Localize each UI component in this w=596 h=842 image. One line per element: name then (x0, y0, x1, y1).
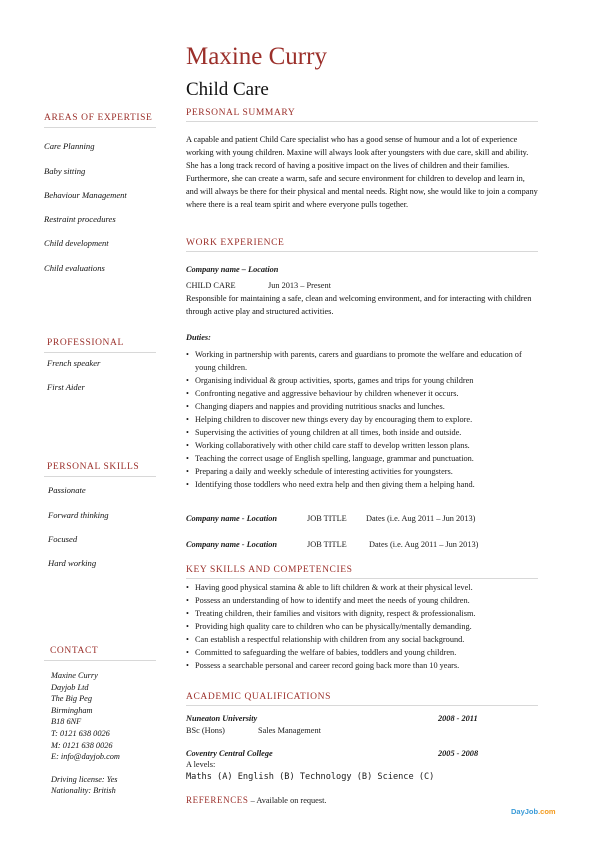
key-skill-item: • Having good physical stamina & able to lift children & work at their physical level. (186, 581, 546, 594)
job1-role: CHILD CARE (186, 281, 236, 290)
duty-item: • Changing diapers and nappies and providing nutritious snacks and lunches. (186, 400, 546, 413)
job1-description: Responsible for maintaining a safe, clean and welcoming environment, and for interacting with children through active play and structured activities. (186, 294, 532, 317)
job-title: Child Care (186, 79, 269, 100)
job2-dates: Dates (i.e. Aug 2011 – Jun 2013) (366, 514, 476, 523)
references-heading: REFERENCES (186, 795, 249, 805)
edu1-degree: BSc (Hons) (186, 726, 225, 735)
summary-rule (186, 121, 538, 122)
duty-item: • Identifying those toddlers who need extra help and then giving them a helping hand. (186, 478, 546, 491)
logo-text: DayJob (511, 807, 539, 816)
contact-nationality: Nationality: British (51, 786, 116, 796)
duty-item: • Teaching the correct usage of English spelling, language, grammar and punctuation. (186, 452, 546, 465)
duties-label: Duties: (186, 333, 211, 342)
duty-item: • Working in partnership with parents, carers and guardians to promote the welfare and education of young children. (186, 348, 531, 374)
contact-postcode: B18 6NF (51, 717, 82, 727)
job2-role: JOB TITLE (307, 514, 347, 523)
contact-mobile: M: 0121 638 0026 (51, 740, 113, 750)
academic-rule (186, 705, 538, 706)
professional-item: French speaker (47, 358, 101, 368)
expertise-rule (44, 127, 156, 128)
edu1-years: 2008 - 2011 (438, 714, 478, 723)
key-skill-item: • Possess an understanding of how to identify and meet the needs of young children. (186, 594, 546, 607)
key-skill-item: • Can establish a respectful relationship with children from any social background. (186, 633, 546, 646)
skills-item: Forward thinking (48, 510, 109, 520)
edu2-years: 2005 - 2008 (438, 749, 479, 758)
contact-company: Dayjob Ltd (51, 682, 89, 692)
skills-item: Hard working (48, 558, 97, 568)
duty-item: • Supervising the activities of young children at all times, both inside and outside. (186, 426, 546, 439)
skills-heading: PERSONAL SKILLS (47, 462, 140, 472)
expertise-item: Child evaluations (44, 263, 105, 273)
contact-city: Birmingham (51, 705, 93, 715)
summary-heading: PERSONAL SUMMARY (186, 108, 296, 118)
references (186, 796, 326, 805)
job1-dates: Jun 2013 – Present (268, 281, 331, 290)
key-skills-list (186, 581, 546, 672)
expertise-item: Restraint procedures (44, 214, 116, 224)
contact-spacer (51, 763, 120, 774)
experience-rule (186, 251, 538, 252)
logo-suffix: .com (538, 807, 556, 816)
key-skill-item: • Possess a searchable personal and career record going back more than 10 years. (186, 659, 546, 672)
duty-item: • Confronting negative and aggressive behaviour by children whenever it occurs. (186, 387, 546, 400)
dayjob-logo[interactable] (511, 808, 556, 816)
contact-heading: CONTACT (50, 646, 99, 656)
expertise-item: Care Planning (44, 141, 95, 151)
edu1-institution: Nuneaton University (186, 714, 258, 723)
professional-heading: PROFESSIONAL (47, 338, 124, 348)
edu2-institution: Coventry Central College (186, 749, 273, 758)
professional-item: First Aider (47, 382, 85, 392)
references-text: – Available on request. (248, 796, 327, 805)
job3-company: Company name - Location (186, 540, 278, 549)
job3-dates: Dates (i.e. Aug 2011 – Jun 2013) (369, 540, 479, 549)
skills-rule (44, 476, 156, 477)
expertise-item: Behaviour Management (44, 190, 127, 200)
job1-company: Company name – Location (186, 265, 279, 274)
expertise-item: Child development (44, 238, 109, 248)
experience-heading: WORK EXPERIENCE (186, 238, 285, 248)
duty-item: • Preparing a daily and weekly schedule of interesting activities for youngsters. (186, 465, 546, 478)
summary-text: A capable and patient Child Care specialist who has a good sense of humour and a lot of experience working with young children. Maxine will always look after youngsters with due care, skill and ability. She has a long track record of having a positive impact on the lives of children and their families. Furthermore, she can create a warm, safe and secure environment for children to develop and learn in, and will always be there for their physical and mental needs. Right now, she would like to join a company where there is a real team spirit and where everyone pulls together. (186, 135, 538, 210)
skills-item: Focused (48, 534, 78, 544)
contact-email: E: info@dayjob.com (51, 752, 120, 762)
contact-block (51, 670, 120, 797)
duty-item: • Working collaboratively with other child care staff to develop written lesson plans. (186, 439, 546, 452)
duties-list (186, 348, 546, 492)
contact-driving-license: Driving license: Yes (51, 774, 118, 784)
contact-name: Maxine Curry (51, 671, 98, 680)
expertise-heading: AREAS OF EXPERTISE (44, 113, 153, 123)
professional-rule (44, 352, 156, 353)
duty-item: • Organising individual & group activities, sports, games and trips for young children (186, 374, 546, 387)
skills-item: Passionate (48, 485, 86, 495)
contact-rule (44, 660, 156, 661)
contact-telephone: T: 0121 638 0026 (51, 728, 110, 738)
expertise-item: Baby sitting (44, 166, 86, 176)
job2-company: Company name - Location (186, 514, 278, 523)
edu1-subject: Sales Management (258, 726, 321, 735)
key-skill-item: • Committed to safeguarding the welfare of babies, toddlers and young children. (186, 646, 546, 659)
edu2-levels-label: A levels: (186, 760, 216, 769)
edu2-grades: Maths (A) English (B) Technology (B) Science (C) (186, 772, 435, 782)
key-skill-item: • Treating children, their families and visitors with dignity, respect & professionalism. (186, 607, 546, 620)
duty-item: • Helping children to discover new things every day by encouraging them to explore. (186, 413, 546, 426)
job3-role: JOB TITLE (307, 540, 347, 549)
academic-heading: ACADEMIC QUALIFICATIONS (186, 692, 331, 702)
key-skills-heading: KEY SKILLS AND COMPETENCIES (186, 565, 353, 575)
key-skills-rule (186, 578, 538, 579)
candidate-name: Maxine Curry (186, 43, 327, 70)
key-skill-item: • Providing high quality care to children who can be physically/mentally demanding. (186, 620, 546, 633)
contact-address: The Big Peg (51, 694, 93, 704)
